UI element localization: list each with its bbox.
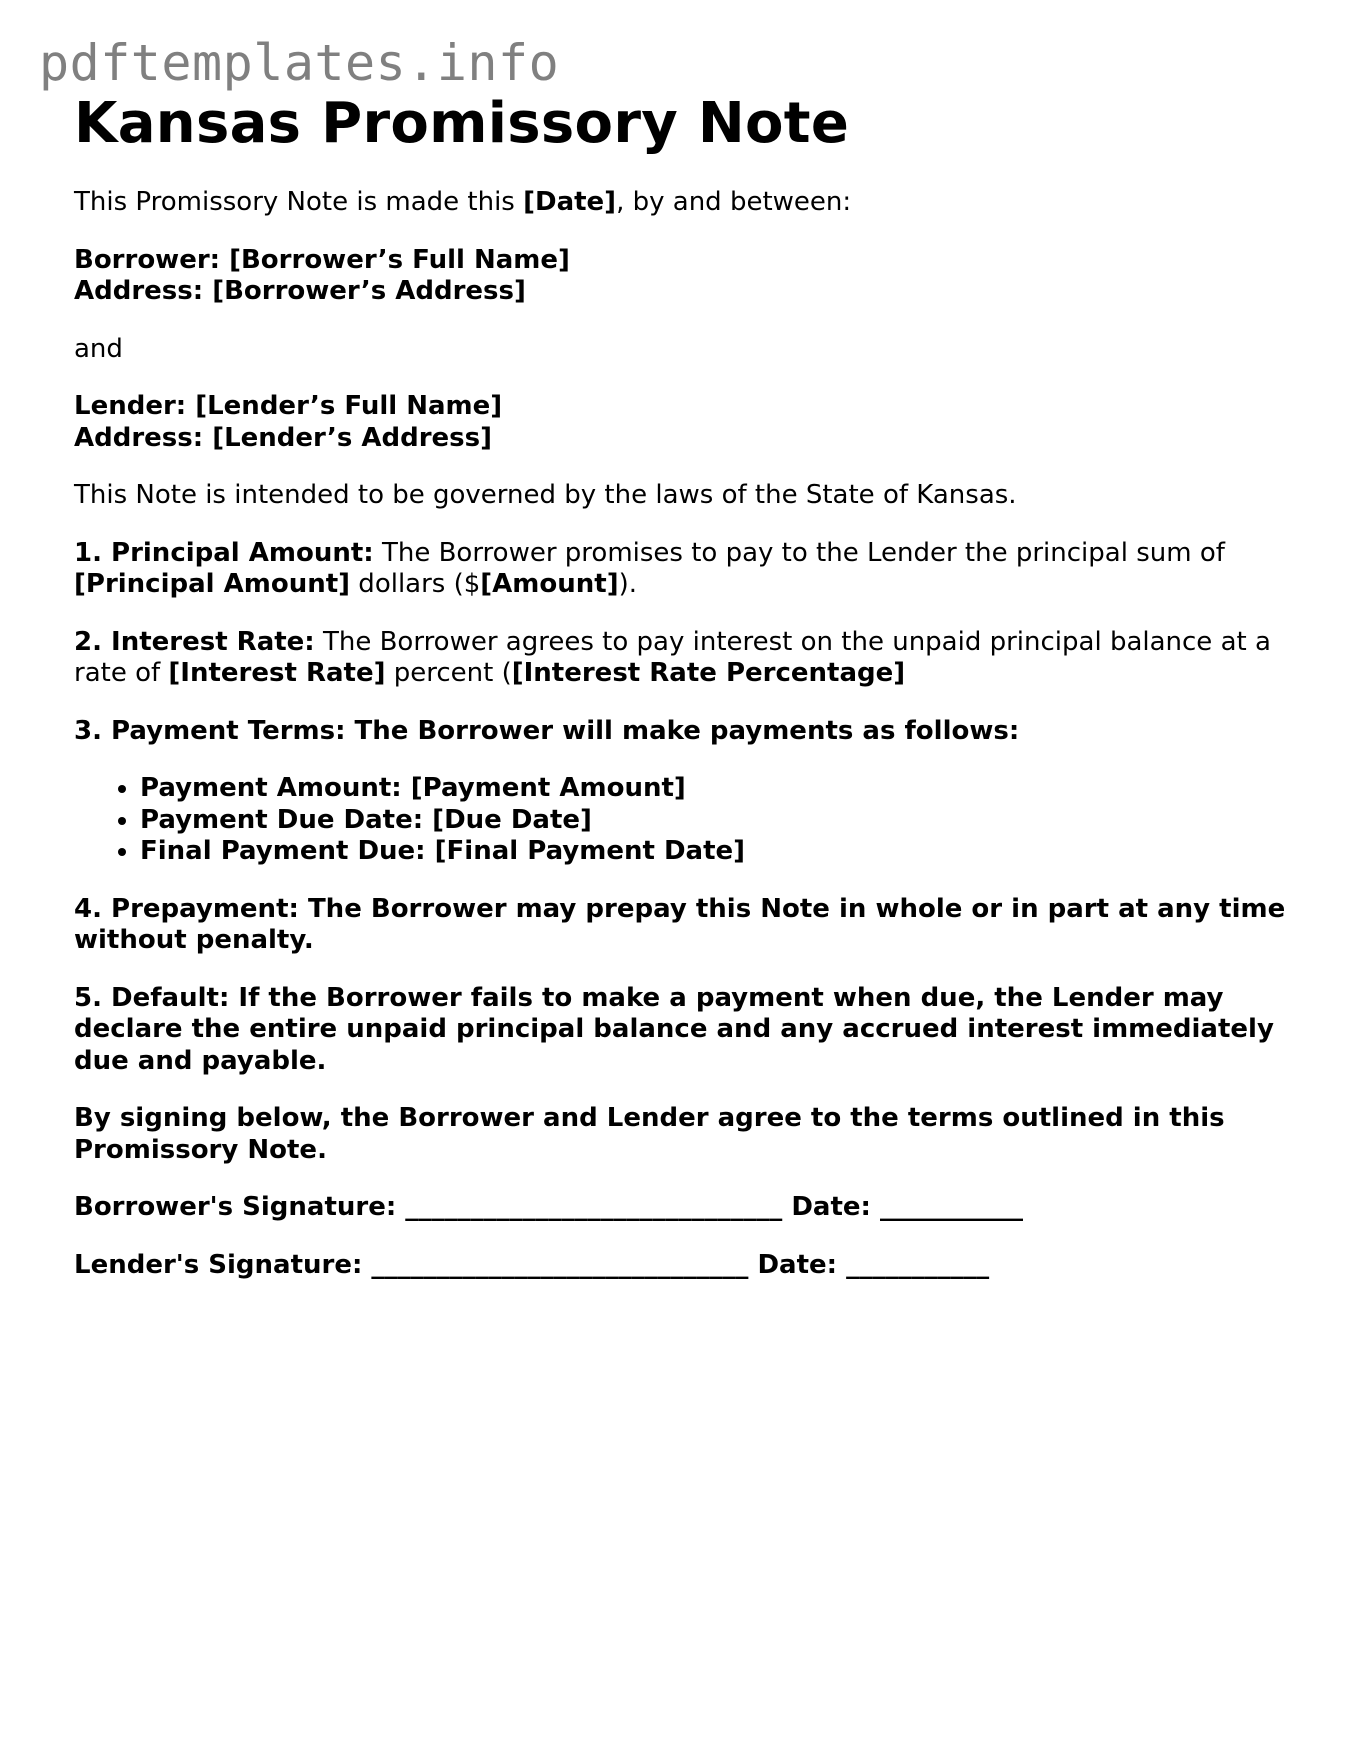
page-title: Kansas Promissory Note	[74, 91, 850, 156]
intro-prefix: This Promissory Note is made this	[74, 187, 524, 218]
section-interest-rate	[74, 627, 1294, 690]
section1-text2: dollars ($	[350, 569, 481, 600]
section1-text3: ).	[618, 569, 638, 600]
section2-heading: 2. Interest Rate:	[74, 626, 315, 657]
section-prepayment: 4. Prepayment: The Borrower may prepay this Note in whole or in part at any time without penalty.	[74, 893, 1286, 956]
list-item: • Payment Due Date: [Due Date]	[140, 805, 1294, 837]
section-payment-terms: 3. Payment Terms: The Borrower will make payments as follows:	[74, 715, 1020, 746]
lender-signature-line: Lender's Signature: _____________________________ Date: ___________	[74, 1249, 990, 1280]
intro-paragraph	[74, 187, 1294, 219]
section-default: 5. Default: If the Borrower fails to make a payment when due, the Lender may declare the entire unpaid principal balance and any accrued interest immediately due and payable.	[74, 982, 1274, 1076]
intro-date-field: [Date]	[523, 187, 617, 218]
watermark: pdftemplates.info	[39, 34, 560, 92]
lender-address-line: Address: [Lender’s Address]	[74, 422, 492, 453]
borrower-name-line: Borrower: [Borrower’s Full Name]	[74, 244, 570, 275]
lender-block	[74, 391, 1294, 454]
list-item: • Final Payment Due: [Final Payment Date]	[140, 836, 1294, 868]
payment-terms-list	[74, 773, 1294, 868]
principal-amount-field: [Principal Amount]	[74, 569, 351, 600]
section1-text1: The Borrower promises to pay to the Lender the principal sum of	[373, 537, 1225, 568]
document-page	[74, 92, 1294, 1281]
amount-field: [Amount]	[480, 569, 619, 600]
section2-text1: The Borrower agrees to pay interest on the unpaid principal balance at a rate of	[74, 626, 1271, 689]
and-text: and	[74, 333, 123, 364]
interest-rate-field: [Interest Rate]	[168, 658, 386, 689]
list-item: • Payment Amount: [Payment Amount]	[140, 773, 1294, 805]
governing-law-paragraph: This Note is intended to be governed by the laws of the State of Kansas.	[74, 480, 1017, 511]
intro-suffix: , by and between:	[616, 187, 852, 218]
interest-rate-percentage-field: [Interest Rate Percentage]	[511, 658, 906, 689]
section-principal-amount	[74, 538, 1294, 601]
borrower-address-line: Address: [Borrower’s Address]	[74, 276, 526, 307]
lender-name-line: Lender: [Lender’s Full Name]	[74, 391, 503, 422]
borrower-block	[74, 245, 1294, 308]
section2-text2: percent (	[385, 658, 512, 689]
borrower-signature-line: Borrower's Signature: _____________________________ Date: ___________	[74, 1192, 1023, 1223]
section1-heading: 1. Principal Amount:	[74, 537, 374, 568]
agreement-paragraph: By signing below, the Borrower and Lender agree to the terms outlined in this Promissory Note.	[74, 1103, 1225, 1165]
